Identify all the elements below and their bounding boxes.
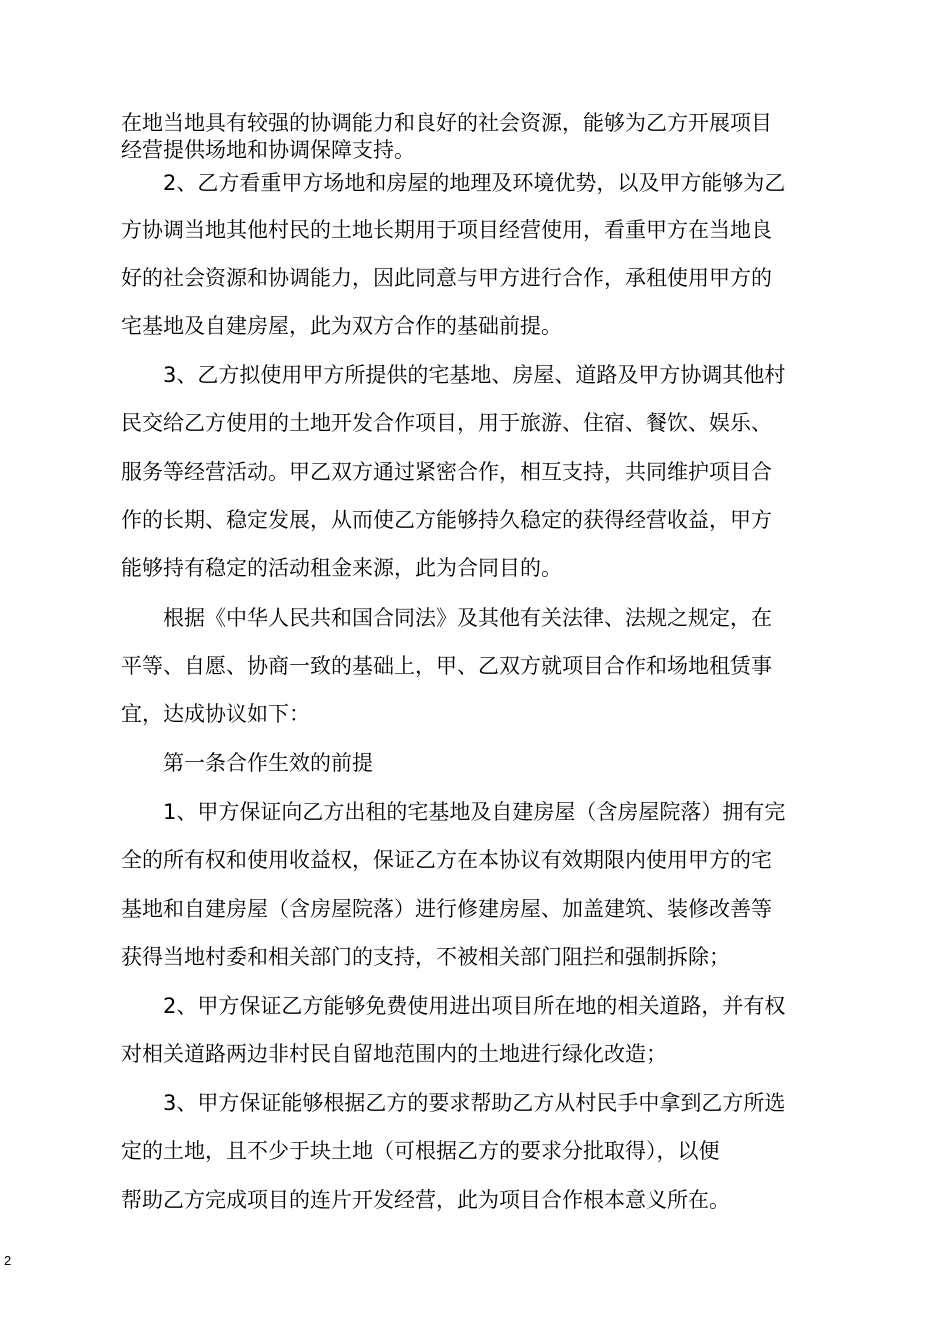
text-line: 帮助乙方完成项目的连片开发经营，此为项目合作根本意义所在。 — [121, 1188, 730, 1212]
text-line: 1、甲方保证向乙方出租的宅基地及自建房屋（含房屋院落）拥有完 — [163, 800, 786, 824]
text-line: 能够持有稳定的活动租金来源，此为合同目的。 — [121, 556, 562, 580]
text-line: 方协调当地其他村民的土地长期用于项目经营使用，看重甲方在当地良 — [121, 218, 772, 242]
page-number: 2 — [4, 1253, 12, 1268]
text-line: 全的所有权和使用收益权，保证乙方在本协议有效期限内使用甲方的宅 — [121, 848, 772, 872]
text-line: 定的土地，且不少于块土地（可根据乙方的要求分批取得），以便 — [121, 1139, 720, 1163]
text-line: 在地当地具有较强的协调能力和良好的社会资源，能够为乙方开展项目 — [121, 111, 772, 135]
text-line: 3、甲方保证能够根据乙方的要求帮助乙方从村民手中拿到乙方所选 — [163, 1091, 786, 1115]
section-heading: 第一条合作生效的前提 — [163, 751, 373, 775]
text-line: 服务等经营活动。甲乙双方通过紧密合作，相互支持，共同维护项目合 — [121, 460, 772, 484]
text-line: 平等、自愿、协商一致的基础上，甲、乙双方就项目合作和场地租赁事 — [121, 654, 772, 678]
text-line: 2、乙方看重甲方场地和房屋的地理及环境优势，以及甲方能够为乙 — [163, 171, 786, 195]
text-line: 好的社会资源和协调能力，因此同意与甲方进行合作，承租使用甲方的 — [121, 266, 772, 290]
text-line: 宜，达成协议如下： — [121, 702, 310, 726]
text-line: 对相关道路两边非村民自留地范围内的土地进行绿化改造； — [121, 1042, 667, 1066]
text-line: 作的长期、稳定发展，从而使乙方能够持久稳定的获得经营收益，甲方 — [121, 508, 772, 532]
text-line: 3、乙方拟使用甲方所提供的宅基地、房屋、道路及甲方协调其他村 — [163, 363, 786, 387]
text-line: 经营提供场地和协调保障支持。 — [121, 138, 415, 162]
text-line: 根据《中华人民共和国合同法》及其他有关法律、法规之规定，在 — [163, 606, 772, 630]
text-line: 基地和自建房屋（含房屋院落）进行修建房屋、加盖建筑、装修改善等 — [121, 897, 772, 921]
text-line: 获得当地村委和相关部门的支持，不被相关部门阻拦和强制拆除； — [121, 945, 730, 969]
text-line: 2、甲方保证乙方能够免费使用进出项目所在地的相关道路，并有权 — [163, 994, 786, 1018]
text-line: 民交给乙方使用的土地开发合作项目，用于旅游、住宿、餐饮、娱乐、 — [121, 411, 772, 435]
text-line: 宅基地及自建房屋，此为双方合作的基础前提。 — [121, 314, 562, 338]
